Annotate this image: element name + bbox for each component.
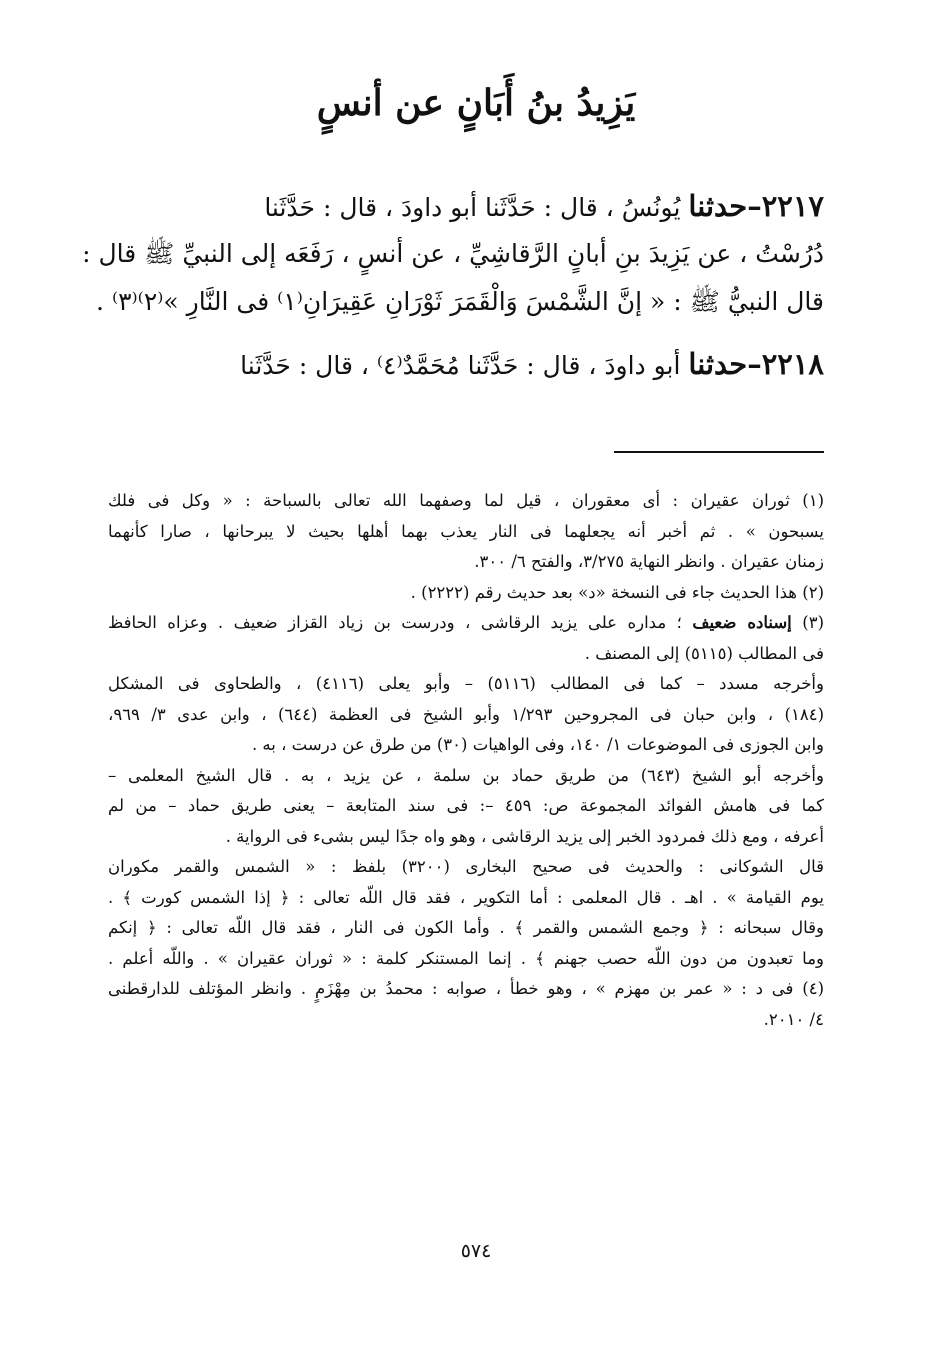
footnote-line xyxy=(108,761,824,792)
footnote-line xyxy=(108,852,824,883)
footnote-text: (٤) فى د : « عمر بن مهزم » ، وهو خطأ ، صوابه : محمدُ بن مِهْزَمٍ . وانظر المؤتلف للدارقطنى xyxy=(108,979,824,998)
footnote-text: وابن الجوزى فى الموضوعات ١/ ١٤٠، وفى الواهيات (٣٠) من طرق عن درست ، به . xyxy=(251,735,824,754)
footnote-line xyxy=(108,700,824,731)
footnote-line xyxy=(108,669,824,700)
footnote-line xyxy=(108,517,824,548)
footnote-line xyxy=(108,883,824,914)
footnote-line xyxy=(108,791,824,822)
footnote-text: قال الشوكانى : والحديث فى صحيح البخارى (٣٢٠٠) بلفظ : « الشمس والقمر مكوران xyxy=(108,857,824,876)
hadith-line-text: قال النبيُّ ﷺ : « إنَّ الشَّمْسَ وَالْقَمَرَ ثَوْرَانِ عَقِيرَانِ⁽١⁾ فى النَّارِ »⁽٢⁾⁽٣⁾ . xyxy=(96,287,824,316)
footnote-text: كما فى هامش الفوائد المجموعة ص: ٤٥٩ –: فى سند المتابعة – يعنى طريق حماد – من لم xyxy=(108,796,824,815)
footnote-line xyxy=(108,730,824,761)
footnote-line xyxy=(108,1005,824,1036)
page-number: ٥٧٤ xyxy=(460,1240,492,1262)
footnote-line xyxy=(108,822,824,853)
footnote-line xyxy=(108,608,824,639)
footnote-text: يوم القيامة » . اهـ . قال المعلمى : أما التكوير ، فقد قال اللّه تعالى : ﴿ إذا الشمس كورت ﴾ . xyxy=(108,887,824,907)
footnote-text: وما تعبدون من دون اللّه حصب جهنم ﴾ . إنما المستنكر كلمة : « ثوران عقيران » . واللّه أعلم . xyxy=(108,948,824,968)
footnote-line xyxy=(108,486,824,517)
footnote-text: ٤/ ٢٠١٠. xyxy=(763,1009,824,1029)
footnote-text: (٢) هذا الحديث جاء فى النسخة «د» بعد حديث رقم (٢٢٢٢) . xyxy=(410,582,824,602)
footnote-line xyxy=(108,578,824,609)
footnote-text: وأخرجه أبو الشيخ (٦٤٣) من طريق حماد بن سلمة ، عن يزيد ، به . قال الشيخ المعلمى – xyxy=(108,765,824,785)
footnote-text: (١) ثوران عقيران : أى معقوران ، قيل لما وصفهما الله تعالى بالسباحة : « وكل فى فلك xyxy=(108,491,824,510)
footnote-divider xyxy=(614,451,824,453)
footnote-line xyxy=(108,944,824,975)
hadith-line-text: أبو داودَ ، قال : حَدَّثَنا مُحَمَّدٌ⁽٤⁾ ، قال : حَدَّثَنا xyxy=(240,351,689,380)
hadith-line-text: دُرُسْتُ ، عن يَزِيدَ بنِ أبانٍ الرَّقاشِيِّ ، عن أنسٍ ، رَفَعَه إلى النبيِّ ﷺ قال : xyxy=(82,239,824,268)
footnote-keyword: إسناده ضعيف xyxy=(692,613,792,632)
hadith-line xyxy=(96,278,824,326)
hadith-line-text: يُونُسُ ، قال : حَدَّثَنا أبو داودَ ، قال : حَدَّثَنا xyxy=(264,193,689,222)
hadith-number: ٢٢١٧– xyxy=(747,189,824,223)
footnote-line xyxy=(108,639,824,670)
footnote-text: أعرفه ، ومع ذلك فمردود الخبر إلى يزيد الرقاشى ، وهو واه جدًا ليس بشىء فى الرواية . xyxy=(225,826,824,846)
page-title: يَزِيدُ بنُ أَبَانٍ عن أنسٍ xyxy=(316,82,636,124)
hadith-keyword: حدثنا xyxy=(688,347,748,381)
hadith-line xyxy=(108,340,824,388)
hadith-line xyxy=(108,182,824,230)
footnote-text: ؛ مداره على يزيد الرقاشى ، ودرست بن زياد القزاز ضعيف . وعزاه الحافظ xyxy=(108,613,693,632)
footnote-text: زمنان عقيران . وانظر النهاية ٣/٢٧٥، والفتح ٦/ ٣٠٠. xyxy=(474,552,824,571)
footnote-line xyxy=(108,547,824,578)
footnote-line xyxy=(108,974,824,1005)
footnote-text: يسبحون » . ثم أخبر أنه يجعلهما فى النار يعذب بهما أهلها بحيث لا يبرحانها ، صارا كأنهما xyxy=(108,521,824,541)
footnote-text: (١٨٤) ، وابن حبان فى المجروحين ١/٢٩٣ وأبو الشيخ فى العظمة (٦٤٤) ، وابن عدى ٣/ ٩٦٩، xyxy=(108,704,824,724)
hadith-line xyxy=(82,230,824,278)
footnote-text: وأخرجه مسدد – كما فى المطالب (٥١١٦) – وأبو يعلى (٤١١٦) ، والطحاوى فى المشكل xyxy=(108,674,824,693)
hadith-keyword: حدثنا xyxy=(688,189,748,223)
footnotes xyxy=(108,486,824,1035)
footnote-line xyxy=(108,913,824,944)
footnote-text: فى المطالب (٥١١٥) إلى المصنف . xyxy=(584,643,824,663)
hadith-text xyxy=(82,182,824,388)
footnote-text: (٣) xyxy=(791,613,825,632)
hadith-number: ٢٢١٨– xyxy=(747,347,824,381)
footnote-text: وقال سبحانه : ﴿ وجمع الشمس والقمر ﴾ . وأما الكون فى النار ، فقد قال اللّه تعالى : ﴿ إنكم xyxy=(108,918,824,937)
